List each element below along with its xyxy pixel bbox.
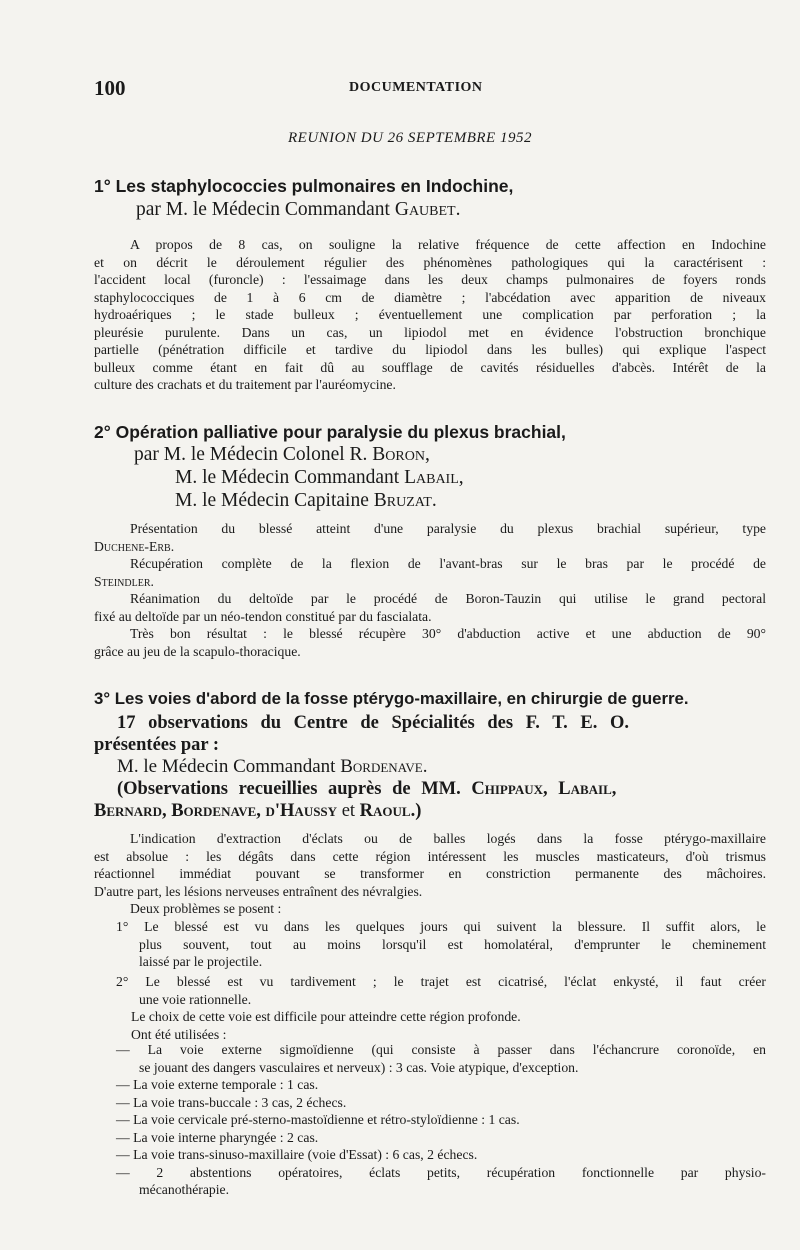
section-2-author-2 xyxy=(175,466,754,489)
section-2-body xyxy=(94,520,766,660)
problem-text: Le blessé est vu tardivement ; le trajet est cicatrisé, l'éclat enkysté, il faut créer xyxy=(145,974,766,989)
observers-prefix: (Observations recueillies auprès de MM. xyxy=(117,779,461,799)
text-line: bulleux comme étant en fait dû au soufflage de cavités résiduelles d'abcès. Intérêt de la xyxy=(94,359,766,375)
text-line: L'indication d'extraction d'éclats ou de balles logés dans la fosse ptérygo-maxillaire xyxy=(130,831,766,846)
text-line: staphylococciques de 1 à 6 cm de diamètre ; l'abcédation avec apparition de niveaux xyxy=(94,289,766,305)
text-line: l'accident local (furoncle) : l'essaimage dans les deux champs pulmonaires de foyers ronds xyxy=(94,272,766,287)
section-2-title xyxy=(94,422,754,443)
text-line: Duchene-Erb. xyxy=(94,538,175,554)
text-line: fixé au deltoïde par un néo-tendon constitué par du fascialata. xyxy=(94,608,432,624)
problem-2 xyxy=(116,973,766,1043)
text-line: se jouant des dangers vasculaires et nerveux) : 3 cas. Voie atypique, d'exception. xyxy=(139,1059,579,1075)
section-3 xyxy=(94,689,774,822)
author-name: Bordenave. xyxy=(340,756,428,777)
observers-line-2 xyxy=(94,800,774,822)
author-name: Bruzat. xyxy=(373,490,437,511)
author-prefix: M. le Médecin Commandant xyxy=(175,467,400,488)
observers-last-name: Raoul.) xyxy=(359,801,422,821)
section-1-title xyxy=(94,176,754,197)
problem-number: 1° xyxy=(116,919,129,934)
author-name: Labail, xyxy=(404,467,464,488)
section-2-title-text: Opération palliative pour paralysie du plexus brachial, xyxy=(115,422,566,442)
session-title: REUNION DU 26 SEPTEMBRE 1952 xyxy=(288,130,532,146)
text-line: hydroaériques ; le stade bulleux ; éventuellement une complication par perforation ; la xyxy=(94,307,766,322)
list-item: — La voie externe temporale : 1 cas. xyxy=(116,1077,319,1092)
text-line xyxy=(116,973,766,991)
section-2-number: 2° xyxy=(94,422,111,442)
section-2 xyxy=(94,422,754,512)
page-number: 100 xyxy=(94,76,126,100)
text-line: A propos de 8 cas, on souligne la relative fréquence de cette affection en Indochine xyxy=(130,237,766,252)
section-3-number: 3° xyxy=(94,689,111,708)
text-line: culture des crachats et du traitement par l'auréomycine. xyxy=(94,377,396,392)
section-1-author-prefix: par M. le Médecin Commandant xyxy=(136,199,390,220)
text-line: et on décrit le déroulement régulier des phénomènes pathologiques qui la caractérisent : xyxy=(94,254,766,270)
section-1-number: 1° xyxy=(94,176,111,196)
section-3-title-text: Les voies d'abord de la fosse ptérygo-maxillaire, en chirurgie de guerre. xyxy=(114,689,689,708)
text-line: Ont été utilisées : xyxy=(131,1026,227,1042)
list-item: — La voie trans-sinuso-maxillaire (voie d'Essat) : 6 cas, 2 échecs. xyxy=(116,1147,478,1162)
text-line: D'autre part, les lésions nerveuses entraînent des névralgies. xyxy=(94,883,423,899)
text-line: une voie rationnelle. xyxy=(139,991,252,1007)
text-line: partielle (pénétration difficile et tardive du lipiodol dans les bulles) qui explique l'aspect xyxy=(94,342,766,357)
text-line: mécanothérapie. xyxy=(139,1182,230,1197)
presented-by-line: présentées par : xyxy=(94,735,220,755)
problem-text: Le blessé est vu dans les quelques jours qui suivent la blessure. Il suffit alors, le xyxy=(144,919,766,934)
problem-1 xyxy=(116,918,766,971)
section-1-title-text: Les staphylococcies pulmonaires en Indochine, xyxy=(115,176,514,196)
section-2-author-3 xyxy=(175,489,754,512)
text-line: pleurésie purulente. Dans un cas, un lipiodol met en évidence l'obstruction bronchique xyxy=(94,324,766,340)
page-header xyxy=(94,76,694,100)
text-line: Récupération complète de la flexion de l'avant-bras sur le bras par le procédé de xyxy=(130,556,766,571)
text-line: Présentation du blessé atteint d'une paralysie du plexus brachial supérieur, type xyxy=(130,521,766,536)
author-prefix: M. le Médecin Commandant xyxy=(117,756,336,777)
author-prefix: par M. le Médecin Colonel R. xyxy=(134,444,368,465)
observers-names: Chippaux, Labail, xyxy=(471,779,617,799)
text-line: Réanimation du deltoïde par le procédé de Boron-Tauzin qui utilise le grand pectoral xyxy=(130,591,766,606)
observers-names: Bernard, Bordenave, d'Haussy xyxy=(94,801,338,821)
observers-conjunction: et xyxy=(341,801,356,821)
running-title: DOCUMENTATION xyxy=(349,80,483,95)
list-item: — La voie trans-buccale : 3 cas, 2 échecs. xyxy=(116,1094,347,1110)
text-line: plus souvent, tout au moins lorsqu'il est homolatéral, d'emprunter le cheminement xyxy=(139,936,766,952)
problem-number: 2° xyxy=(116,974,129,989)
section-1-author xyxy=(136,198,754,221)
section-3-intro xyxy=(94,830,766,918)
text-line: — 2 abstentions opératoires, éclats petits, récupération fonctionnelle par physio- xyxy=(116,1164,766,1180)
text-line: Steindler. xyxy=(94,573,154,589)
section-1-body xyxy=(94,236,766,394)
list-item: — La voie cervicale pré-sterno-mastoïdienne et rétro-styloïdienne : 1 cas. xyxy=(116,1112,520,1127)
text-line: grâce au jeu de la scapulo-thoracique. xyxy=(94,643,301,659)
list-item xyxy=(116,1041,766,1076)
author-prefix: M. le Médecin Capitaine xyxy=(175,490,369,511)
text-line: Très bon résultat : le blessé récupère 30° d'abduction active et une abduction de 90° xyxy=(130,626,766,641)
text-line: laissé par le projectile. xyxy=(139,954,263,969)
author-name: Boron, xyxy=(372,444,430,465)
text-line xyxy=(116,918,766,936)
section-3-title xyxy=(94,689,774,709)
section-2-author-1 xyxy=(134,443,754,466)
text-line: Le choix de cette voie est difficile pour atteindre cette région profonde. xyxy=(131,1009,521,1024)
text-line: — La voie externe sigmoïdienne (qui consiste à passer dans l'échancrure coronoïde, en xyxy=(116,1042,766,1057)
section-1-author-name: Gaubet. xyxy=(394,199,461,220)
section-1 xyxy=(94,176,754,221)
text-line: Deux problèmes se posent : xyxy=(130,901,282,916)
text-line: est absolue : les dégâts dans cette région intéressent les muscles masticateurs, d'où trismus xyxy=(94,848,766,864)
list-item: — La voie interne pharyngée : 2 cas. xyxy=(116,1129,319,1145)
section-3-author xyxy=(117,756,774,778)
list-item xyxy=(116,1164,766,1199)
observers-line-1 xyxy=(117,778,774,800)
text-line: réactionnel immédiat pouvant se transformer en constriction permanente des mâchoires. xyxy=(94,866,766,881)
observations-line: 17 observations du Centre de Spécialités des F. T. E. O. xyxy=(117,713,630,733)
approaches-list xyxy=(116,1041,766,1199)
